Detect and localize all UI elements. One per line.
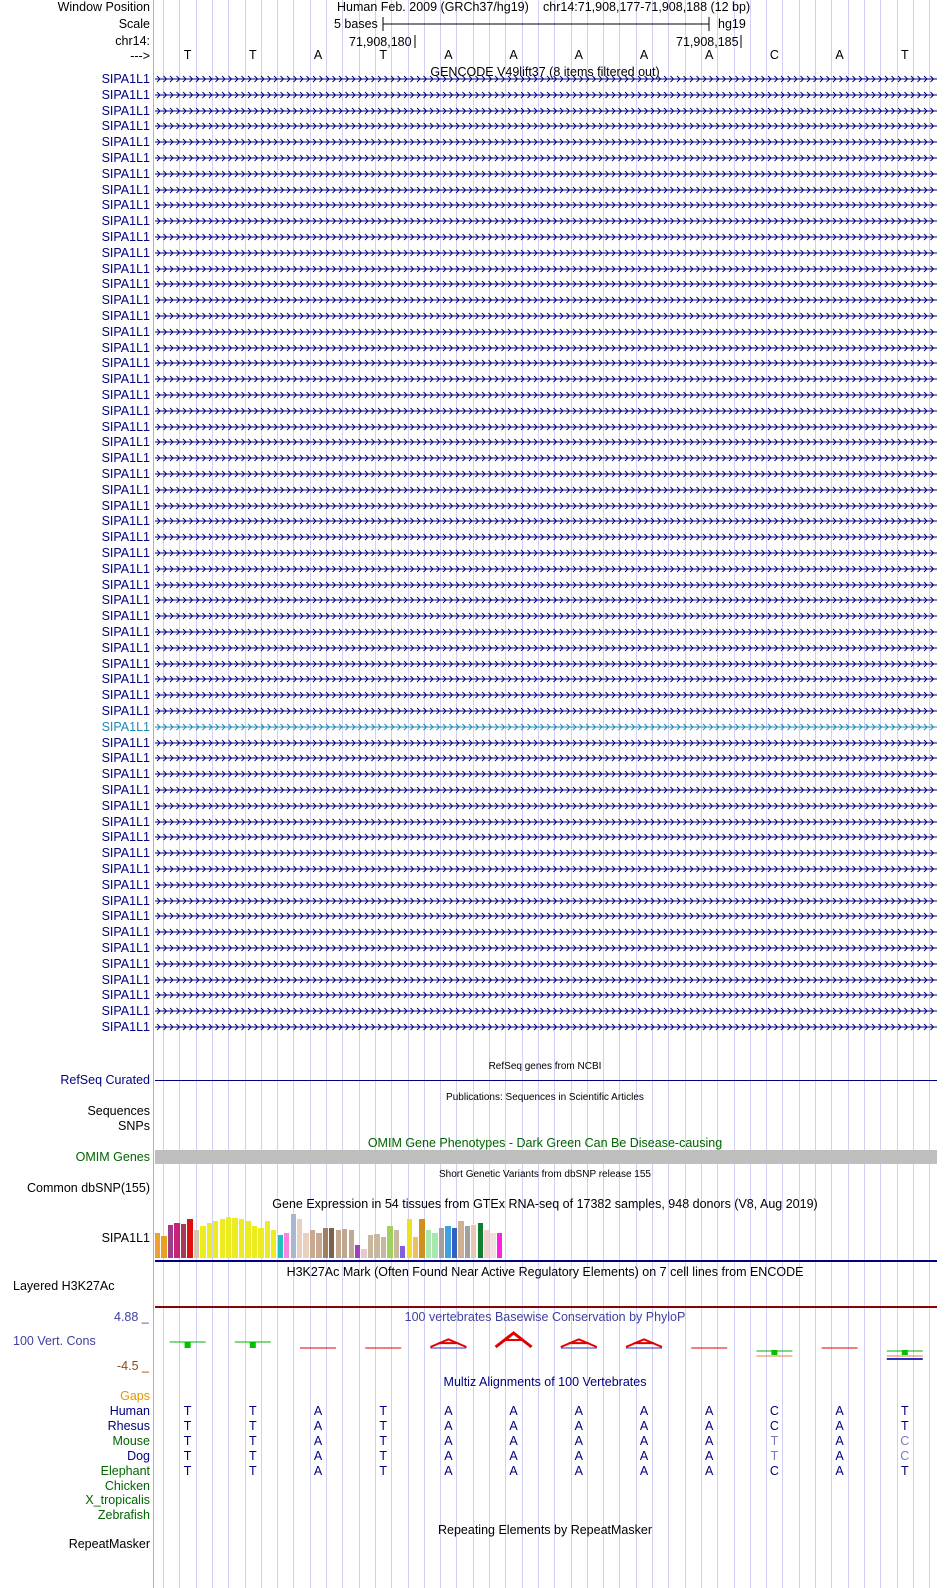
multiz-base: A [705,1418,714,1433]
multiz-base: T [900,1418,909,1433]
omim-track-title[interactable]: OMIM Gene Phenotypes - Dark Green Can Be Disease-causing [367,1136,723,1150]
gencode-row-label[interactable]: SIPA1L1 [101,862,150,876]
gencode-row-label[interactable]: SIPA1L1 [101,609,150,624]
base-letter: A [835,48,844,62]
gencode-row-label[interactable]: SIPA1L1 [101,72,150,86]
gencode-row-label[interactable]: SIPA1L1 [101,87,150,102]
phylop-mark [626,1339,662,1348]
multiz-base: T [379,1463,387,1478]
scale-bar [0,0,950,60]
gencode-row-label[interactable]: SIPA1L1 [101,388,150,402]
multiz-species-label[interactable]: X_tropicalis [85,1493,150,1508]
assembly-title: Human Feb. 2009 (GRCh37/hg19) [337,0,529,14]
multiz-base: T [183,1404,192,1418]
db-label: hg19 [718,17,746,31]
gencode-row-label[interactable]: SIPA1L1 [101,182,150,197]
multiz-base: T [248,1404,257,1418]
multiz-track-title[interactable]: Multiz Alignments of 100 Vertebrates [443,1375,647,1389]
multiz-base: T [183,1448,192,1463]
multiz-base: A [639,1433,649,1448]
phylop-max-label: 4.88 _ [114,1310,149,1324]
gencode-row-label[interactable]: SIPA1L1 [101,419,150,434]
gencode-row-label[interactable]: SIPA1L1 [101,293,150,308]
gencode-row-label[interactable]: SIPA1L1 [101,530,150,545]
gencode-row-label[interactable]: SIPA1L1 [101,198,150,213]
gencode-row-label[interactable]: SIPA1L1 [101,1004,150,1019]
refseq-track-title[interactable]: RefSeq genes from NCBI [488,1061,602,1072]
multiz-base: T [248,1418,257,1433]
multiz-base: T [770,1448,779,1463]
multiz-species-label[interactable]: Human [109,1404,150,1418]
gencode-row-label[interactable]: SIPA1L1 [101,324,150,339]
multiz-base: A [639,1463,649,1478]
multiz-base: A [574,1433,583,1448]
multiz-base: A [639,1448,649,1463]
gencode-row-label[interactable]: SIPA1L1 [101,909,150,924]
gencode-row-label[interactable]: SIPA1L1 [101,783,150,797]
multiz-base: A [509,1463,518,1478]
multiz-base: C [769,1404,779,1418]
phylop-min-label: -4.5 _ [117,1359,149,1373]
gencode-row-label[interactable]: SIPA1L1 [101,435,150,450]
gencode-row-label[interactable]: SIPA1L1 [101,988,150,1003]
multiz-base: T [248,1433,257,1448]
gencode-row-label[interactable]: SIPA1L1 [101,103,150,118]
dbsnp-track-label[interactable]: Common dbSNP(155) [27,1181,150,1195]
gencode-row-label[interactable]: SIPA1L1 [101,956,150,971]
gencode-row-label[interactable]: SIPA1L1 [101,719,150,734]
multiz-species-label[interactable]: Mouse [112,1433,150,1448]
gtex-track-label[interactable]: SIPA1L1 [101,1231,150,1245]
multiz-species-label[interactable]: Chicken [104,1478,150,1493]
multiz-base: A [835,1404,844,1418]
gencode-row-label[interactable]: SIPA1L1 [101,230,150,244]
gencode-row-label[interactable]: SIPA1L1 [101,340,150,355]
phylop-mark [496,1333,532,1347]
base-letter: T [900,48,909,62]
pubs-label-snps[interactable]: SNPs [118,1119,150,1133]
gencode-row-label[interactable]: SIPA1L1 [101,814,150,829]
multiz-base: T [379,1418,387,1433]
gencode-row-label[interactable]: SIPA1L1 [101,577,150,592]
gencode-row-label[interactable]: SIPA1L1 [101,625,150,639]
coord-right: 71,908,185 [676,35,739,49]
gencode-row-label[interactable]: SIPA1L1 [101,166,150,181]
multiz-base: T [379,1404,387,1418]
gencode-row-label[interactable]: SIPA1L1 [101,372,150,387]
gencode-row-label[interactable]: SIPA1L1 [101,151,150,165]
phylop-track-title[interactable]: 100 vertebrates Basewise Conservation by PhyloP [404,1310,686,1324]
base-letter: A [313,48,323,62]
pubs-label-sequences[interactable]: Sequences [87,1104,150,1118]
gencode-row-label[interactable]: SIPA1L1 [101,498,150,513]
coord-left: 71,908,180 [349,35,412,49]
multiz-base: A [313,1433,323,1448]
repeatmasker-track-label[interactable]: RepeatMasker [68,1537,150,1551]
gencode-row-label[interactable]: SIPA1L1 [101,846,150,861]
multiz-species-label[interactable]: Dog [127,1448,150,1463]
base-letter: T [183,48,192,62]
gencode-row-label[interactable]: SIPA1L1 [101,672,150,687]
multiz-base: T [900,1404,909,1418]
base-letter: A [705,48,714,62]
multiz-species-label[interactable]: Elephant [100,1463,150,1478]
multiz-base: A [705,1463,714,1478]
scale-label: Scale [118,17,150,31]
gencode-row-label[interactable]: SIPA1L1 [101,893,150,908]
repeatmasker-track-title[interactable]: Repeating Elements by RepeatMasker [437,1523,653,1537]
gencode-row-label[interactable]: SIPA1L1 [101,751,150,766]
phylop-track-label[interactable]: 100 Vert. Cons [13,1334,96,1348]
multiz-base: T [770,1433,779,1448]
gencode-row-label[interactable]: SIPA1L1 [101,704,150,718]
multiz-base: A [835,1418,844,1433]
multiz-base: C [769,1418,779,1433]
multiz-base: A [444,1404,453,1418]
gencode-row-label[interactable]: SIPA1L1 [101,119,150,134]
phylop-mark [235,1342,271,1348]
phylop-mark [561,1339,597,1348]
multiz-base: A [444,1418,453,1433]
multiz-base: T [183,1433,192,1448]
gencode-row-label[interactable]: SIPA1L1 [101,972,150,987]
phylop-mark [170,1342,206,1348]
gencode-row-label[interactable]: SIPA1L1 [101,767,150,782]
gencode-row-label[interactable]: SIPA1L1 [101,277,150,292]
pubs-track-title[interactable]: Publications: Sequences in Scientific Articles [446,1092,644,1103]
gencode-row-label[interactable]: SIPA1L1 [101,877,150,892]
phylop-mark [756,1350,792,1356]
gencode-row-label[interactable]: SIPA1L1 [101,798,150,813]
gencode-row-label[interactable]: SIPA1L1 [101,467,150,481]
multiz-base: A [444,1463,453,1478]
multiz-base: A [509,1404,518,1418]
scale-text: 5 bases [334,17,378,31]
multiz-base: C [769,1463,779,1478]
multiz-base: A [313,1418,323,1433]
gencode-row-label[interactable]: SIPA1L1 [101,482,150,497]
gencode-row-label[interactable]: SIPA1L1 [101,941,150,955]
multiz-species-label[interactable]: Zebrafish [97,1508,150,1523]
gtex-track-title[interactable]: Gene Expression in 54 tissues from GTEx RNA-seq of 17382 samples, 948 donors (V8, Aug 2019) [272,1197,818,1211]
gencode-row-label[interactable]: SIPA1L1 [101,356,150,371]
gencode-row-label[interactable]: SIPA1L1 [101,1020,150,1034]
base-letter: A [509,48,518,62]
multiz-base: A [574,1448,583,1463]
dbsnp-track-title[interactable]: Short Genetic Variants from dbSNP release 155 [439,1169,651,1180]
multiz-base: T [379,1433,387,1448]
multiz-base: T [379,1448,387,1463]
multiz-base: T [183,1418,192,1433]
multiz-base: A [705,1433,714,1448]
gencode-row-label[interactable]: SIPA1L1 [101,561,150,576]
gencode-row-label[interactable]: SIPA1L1 [101,135,150,150]
multiz-base: A [313,1463,323,1478]
base-letter: A [444,48,453,62]
gencode-row-label[interactable]: SIPA1L1 [101,245,150,260]
multiz-base: A [444,1433,453,1448]
multiz-base: A [444,1448,453,1463]
multiz-base: A [574,1418,583,1433]
gencode-row-label[interactable]: SIPA1L1 [101,593,150,608]
gencode-row-label[interactable]: SIPA1L1 [101,514,150,529]
multiz-base: A [705,1448,714,1463]
multiz-base: C [900,1433,910,1448]
phylop-mark [887,1350,923,1359]
multiz-base: A [835,1463,844,1478]
phylop-mark [430,1339,466,1348]
multiz-base: T [900,1463,909,1478]
gencode-row-label[interactable]: SIPA1L1 [101,640,150,655]
multiz-base: C [900,1448,910,1463]
gencode-track-title[interactable]: GENCODE V49lift37 (8 items filtered out) [430,65,660,79]
chrom-label: chr14: [115,34,150,48]
multiz-species-label[interactable]: Rhesus [107,1418,150,1433]
base-letter: T [248,48,257,62]
multiz-base: A [574,1463,583,1478]
omim-track-label[interactable]: OMIM Genes [75,1150,150,1164]
position-title[interactable]: chr14:71,908,177-71,908,188 (12 bp) [543,0,751,14]
base-letter: A [574,48,583,62]
multiz-base: A [639,1418,649,1433]
gencode-row-label[interactable]: SIPA1L1 [101,688,150,703]
gencode-row-label[interactable]: SIPA1L1 [101,403,150,418]
multiz-base: A [639,1404,649,1418]
multiz-base: T [248,1448,257,1463]
window-position-label: Window Position [57,0,150,14]
gencode-row-label[interactable]: SIPA1L1 [101,214,150,229]
multiz-base: A [574,1404,583,1418]
strand-label: ---> [130,49,150,63]
multiz-base: A [835,1448,844,1463]
multiz-base: A [509,1433,518,1448]
gencode-row-label[interactable]: SIPA1L1 [101,735,150,750]
multiz-base: T [248,1463,257,1478]
base-letter: T [379,48,387,62]
multiz-base: A [835,1433,844,1448]
h3k27ac-track-label[interactable]: Layered H3K27Ac [13,1279,115,1293]
base-letter: A [639,48,649,62]
multiz-base: A [313,1404,323,1418]
h3k27ac-track-title[interactable]: H3K27Ac Mark (Often Found Near Active Regulatory Elements) on 7 cell lines from ENCODE [286,1265,804,1279]
refseq-track-label[interactable]: RefSeq Curated [60,1073,150,1087]
gencode-row-label[interactable]: SIPA1L1 [101,261,150,276]
multiz-base: A [705,1404,714,1418]
multiz-base: A [313,1448,323,1463]
multiz-base: A [509,1448,518,1463]
multiz-gaps-label[interactable]: Gaps [120,1389,150,1403]
gencode-row-label[interactable]: SIPA1L1 [101,830,150,845]
gencode-row-label[interactable]: SIPA1L1 [101,546,150,560]
multiz-base: T [183,1463,192,1478]
gencode-row-label[interactable]: SIPA1L1 [101,925,150,940]
multiz-base: A [509,1418,518,1433]
base-letter: C [769,48,779,62]
gencode-row-label[interactable]: SIPA1L1 [101,656,150,671]
gencode-row-label[interactable]: SIPA1L1 [101,309,150,323]
gencode-row-label[interactable]: SIPA1L1 [101,451,150,466]
